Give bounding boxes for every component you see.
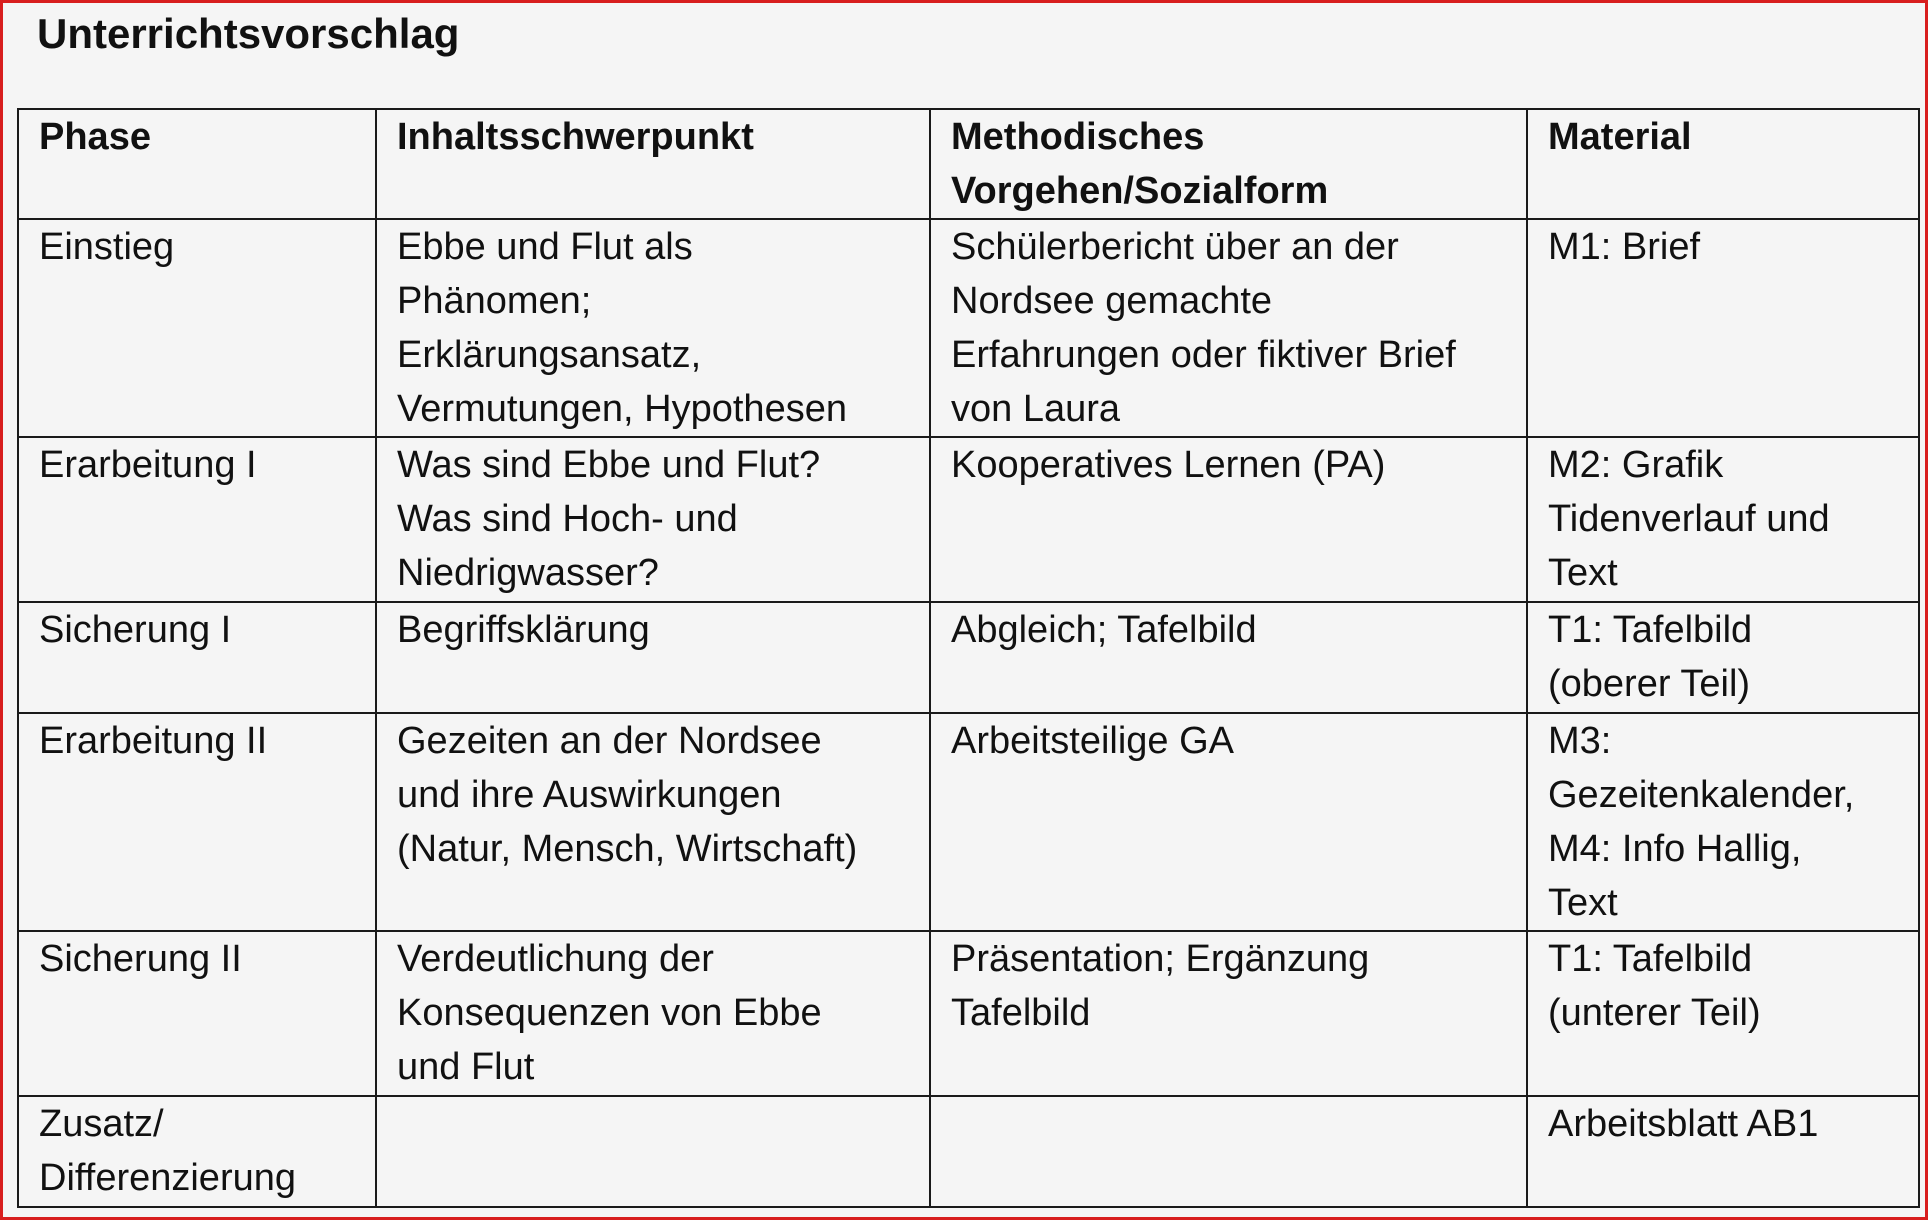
- cell-material: [1527, 602, 1919, 713]
- table-row: [18, 219, 1919, 437]
- cell-text-line: Vermutungen, Hypothesen: [397, 388, 847, 430]
- table-row: [18, 1096, 1919, 1207]
- cell-text-line: Methodisches: [951, 116, 1205, 158]
- cell-text-line: Sicherung II: [39, 938, 242, 980]
- cell-text-line: Tafelbild: [951, 992, 1091, 1034]
- cell-material: [1527, 437, 1919, 602]
- cell-material: [1527, 713, 1919, 931]
- document-title: Unterrichtsvorschlag: [37, 10, 460, 57]
- cell-text-line: M2: Grafik: [1548, 444, 1724, 486]
- cell-text-line: Abgleich; Tafelbild: [951, 609, 1257, 651]
- cell-text-line: Inhaltsschwerpunkt: [397, 116, 754, 158]
- cell-text-line: Was sind Ebbe und Flut?: [397, 444, 821, 486]
- cell-text-line: M3:: [1548, 720, 1612, 762]
- cell-phase: [18, 437, 376, 602]
- cell-text-line: Erfahrungen oder fiktiver Brief: [951, 334, 1456, 376]
- cell-phase: [18, 713, 376, 931]
- cell-text-line: Erarbeitung I: [39, 444, 257, 486]
- cell-text-line: von Laura: [951, 388, 1121, 430]
- cell-text-line: Schülerbericht über an der: [951, 226, 1399, 268]
- cell-phase: [18, 1096, 376, 1207]
- cell-text-line: Kooperatives Lernen (PA): [951, 444, 1386, 486]
- cell-inhaltsschwerpunkt: [376, 437, 930, 602]
- cell-text-line: Was sind Hoch- und: [397, 498, 738, 540]
- cell-text-line: Niedrigwasser?: [397, 552, 659, 594]
- header-cell-material: [1527, 109, 1919, 219]
- cell-text-line: Zusatz/: [39, 1103, 164, 1145]
- cell-text-line: Einstieg: [39, 226, 175, 268]
- cell-material: [1527, 1096, 1919, 1207]
- cell-text-line: M4: Info Hallig,: [1548, 828, 1802, 870]
- cell-methodisches-vorgehen: [930, 602, 1527, 713]
- header-cell-phase: [18, 109, 376, 219]
- cell-inhaltsschwerpunkt: [376, 219, 930, 437]
- table-row: [18, 713, 1919, 931]
- cell-phase: [18, 931, 376, 1096]
- cell-methodisches-vorgehen: [930, 1096, 1527, 1207]
- cell-text-line: M1: Brief: [1548, 226, 1701, 268]
- cell-text-line: Tidenverlauf und: [1548, 498, 1830, 540]
- cell-text-line: Erarbeitung II: [39, 720, 268, 762]
- cell-material: [1527, 219, 1919, 437]
- cell-text-line: Arbeitsteilige GA: [951, 720, 1235, 762]
- cell-text-line: (unterer Teil): [1548, 992, 1761, 1034]
- cell-text-line: Verdeutlichung der: [397, 938, 714, 980]
- cell-text-line: T1: Tafelbild: [1548, 938, 1753, 980]
- cell-material: [1527, 931, 1919, 1096]
- table-row: [18, 437, 1919, 602]
- cell-text-line: Nordsee gemachte: [951, 280, 1273, 322]
- cell-phase: [18, 602, 376, 713]
- cell-text-line: Präsentation; Ergänzung: [951, 938, 1370, 980]
- cell-text-line: Differenzierung: [39, 1157, 297, 1199]
- cell-inhaltsschwerpunkt: [376, 713, 930, 931]
- cell-text-line: Phase: [39, 116, 151, 158]
- cell-text-line: Sicherung I: [39, 609, 232, 651]
- cell-text-line: Material: [1548, 116, 1692, 158]
- cell-methodisches-vorgehen: [930, 713, 1527, 931]
- cell-text-line: (oberer Teil): [1548, 663, 1751, 705]
- cell-text-line: (Natur, Mensch, Wirtschaft): [397, 828, 858, 870]
- cell-text-line: Ebbe und Flut als: [397, 226, 693, 268]
- cell-text-line: Konsequenzen von Ebbe: [397, 992, 822, 1034]
- cell-inhaltsschwerpunkt: [376, 602, 930, 713]
- cell-methodisches-vorgehen: [930, 931, 1527, 1096]
- cell-inhaltsschwerpunkt: [376, 1096, 930, 1207]
- table-row: [18, 602, 1919, 713]
- cell-text-line: Gezeitenkalender,: [1548, 774, 1855, 816]
- cell-methodisches-vorgehen: [930, 437, 1527, 602]
- header-cell-methodisches-vorgehen: [930, 109, 1527, 219]
- cell-text-line: Text: [1548, 552, 1618, 594]
- cell-phase: [18, 219, 376, 437]
- cell-text-line: und ihre Auswirkungen: [397, 774, 782, 816]
- cell-text-line: Vorgehen/Sozialform: [951, 170, 1329, 212]
- cell-text-line: Erklärungsansatz,: [397, 334, 702, 376]
- cell-text-line: Begriffsklärung: [397, 609, 650, 651]
- cell-text-line: Gezeiten an der Nordsee: [397, 720, 822, 762]
- cell-text-line: und Flut: [397, 1046, 535, 1088]
- table-row: [18, 931, 1919, 1096]
- table-header-row: [18, 109, 1919, 219]
- cell-text-line: Arbeitsblatt AB1: [1548, 1103, 1819, 1145]
- lesson-plan-table: [17, 108, 1920, 1208]
- cell-methodisches-vorgehen: [930, 219, 1527, 437]
- cell-text-line: Text: [1548, 882, 1618, 924]
- cell-text-line: T1: Tafelbild: [1548, 609, 1753, 651]
- header-cell-inhaltsschwerpunkt: [376, 109, 930, 219]
- cell-inhaltsschwerpunkt: [376, 931, 930, 1096]
- cell-text-line: Phänomen;: [397, 280, 592, 322]
